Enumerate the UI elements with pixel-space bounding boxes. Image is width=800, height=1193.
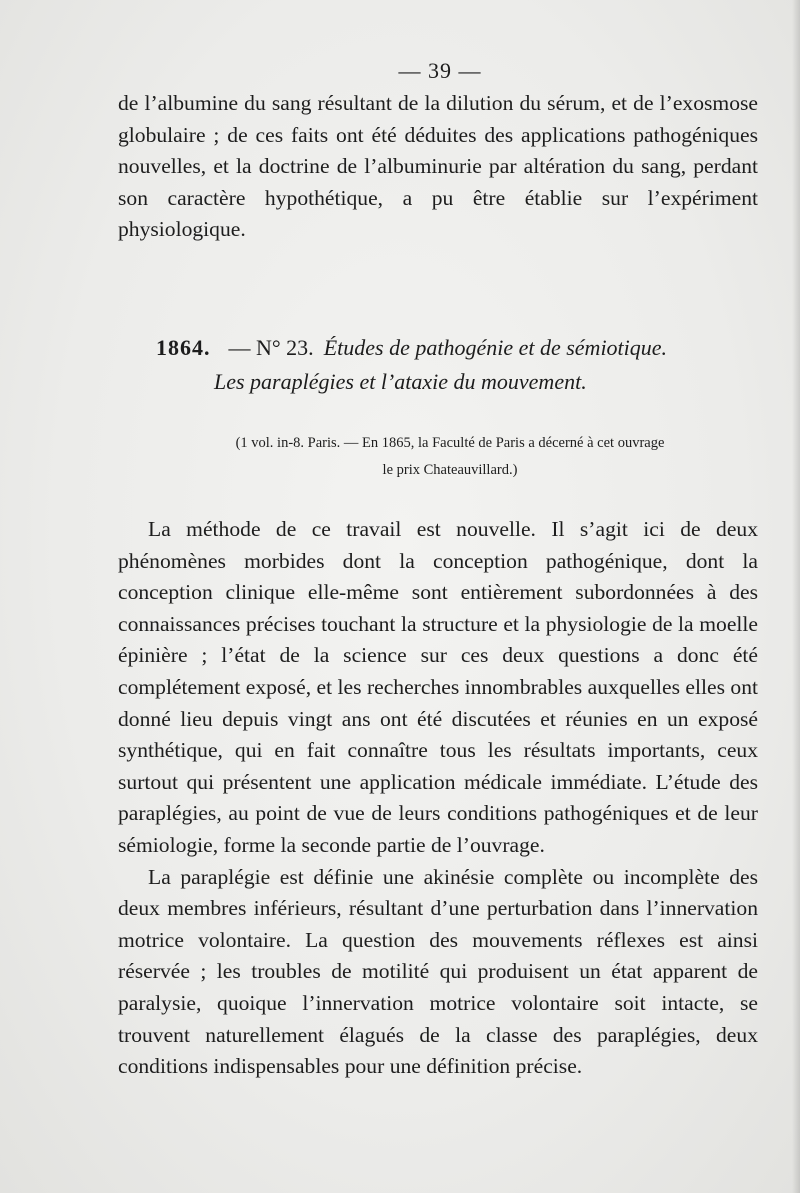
entry-heading [156,332,667,398]
entry-title-line-1: Études de pathogénie et de sémiotique. [323,335,668,360]
entry-number: — N° 23. [228,335,314,360]
intro-paragraph: de l’albumine du sang résultant de la dilution du sérum, et de l’exosmose globulaire ; de ces faits ont été déduites des applications pathogéniques nouvelles, et la doctrine de l’albuminurie par altération du sang, perdant son caractère hypothétique, a pu être établie sur l’expériment physiologique. [118,91,758,242]
body-paragraph-1: La méthode de ce travail est nouvelle. Il s’agit ici de deux phénomènes morbides dont la conception pathogénique, dont la conception clinique elle-même sont entièrement subordonnées à des connaissances précises touchant la structure et la physiologie de la moelle épinière ; l’état de la science sur ces deux questions a donc été complétement exposé, et les recherches innombrables auxquelles elles ont donné lieu depuis vingt ans ont été discutées et réunies en un exposé synthétique, qui en fait connaître tous les résultats importants, ceux surtout qui présentent une application médicale immédiate. L’étude des paraplégies, au point de vue de leurs conditions pathogéniques et de leur sémiologie, forme la seconde partie de l’ouvrage. [118,517,758,857]
publication-note-line-2: le prix Chateauvillard.) [382,462,518,478]
page-number: — 39 — [398,58,482,83]
entry-title-line-2: Les paraplégies et l’ataxie du mouvement. [214,369,587,394]
publication-note [170,430,730,484]
entry-year: 1864. [156,335,211,360]
intro-paragraph-block [118,88,758,246]
publication-note-line-1: (1 vol. in-8. Paris. — En 1865, la Faculté de Paris a décerné à cet ouvrage [235,435,665,451]
scan-edge-shadow [792,0,800,1193]
body-text-block [118,514,758,1083]
body-paragraph-2: La paraplégie est définie une akinésie complète ou incomplète des deux membres inférieurs, résultant d’une perturbation dans l’innervation motrice volontaire. La question des mouvements réflexes est ainsi réservée ; les troubles de motilité qui produisent un état apparent de paralysie, quoique l’innervation motrice volontaire soit intacte, se trouvent naturellement élagués de la classe des paraplégies, deux conditions indispensables pour une définition précise. [118,864,758,1079]
